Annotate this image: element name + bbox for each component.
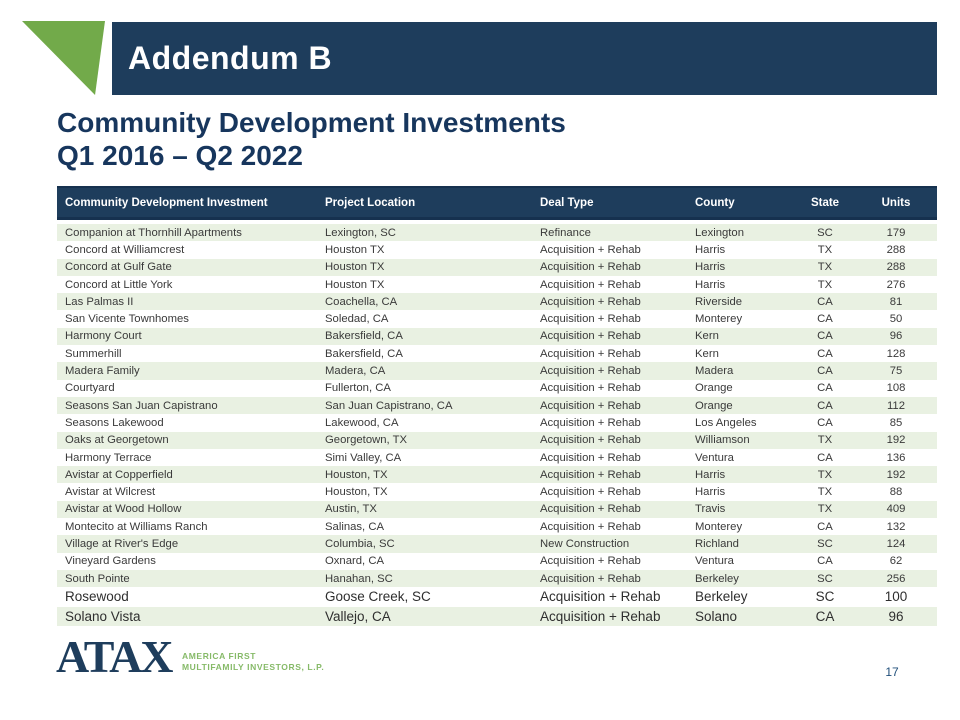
table-cell: CA [817, 555, 833, 568]
table-cell: CA [817, 347, 833, 360]
table-row [57, 466, 937, 483]
table-cell: 136 [886, 451, 906, 464]
column-header: County [695, 196, 735, 209]
table-cell: 62 [889, 555, 903, 568]
table-cell: Houston, TX [325, 468, 388, 481]
table-cell: 409 [886, 503, 906, 516]
table-row [57, 310, 937, 327]
table-row [57, 362, 937, 379]
table-cell: Williamson [695, 434, 750, 447]
table-cell: Acquisition + Rehab [540, 608, 661, 624]
table-row [57, 607, 937, 627]
table-cell: Salinas, CA [325, 520, 385, 533]
table-cell: TX [817, 278, 833, 291]
table-cell: CA [817, 520, 833, 533]
table-cell: CA [817, 365, 833, 378]
table-cell: 288 [886, 243, 906, 256]
table-cell: Acquisition + Rehab [540, 468, 641, 481]
table-cell: Harris [695, 486, 726, 499]
table-cell: 50 [889, 313, 903, 326]
table-cell: Madera [695, 365, 734, 378]
table-cell: Acquisition + Rehab [540, 399, 641, 412]
table-cell: Acquisition + Rehab [540, 295, 641, 308]
page-title [57, 106, 566, 172]
table-cell: Simi Valley, CA [325, 451, 402, 464]
table-cell: Harmony Terrace [65, 451, 152, 464]
table-cell: Monterey [695, 520, 743, 533]
table-cell: CA [817, 416, 833, 429]
table-cell: Harris [695, 278, 726, 291]
table-cell: Companion at Thornhill Apartments [65, 226, 242, 239]
table-cell: Acquisition + Rehab [540, 520, 641, 533]
table-cell: TX [817, 503, 833, 516]
table-cell: Acquisition + Rehab [540, 365, 641, 378]
table-cell: Acquisition + Rehab [540, 261, 641, 274]
table-cell: Refinance [540, 226, 591, 239]
table-cell: 81 [889, 295, 903, 308]
table-cell: Acquisition + Rehab [540, 486, 641, 499]
page-title-line1: Community Development Investments [57, 107, 566, 138]
table-cell: Kern [695, 347, 719, 360]
table-cell: Austin, TX [325, 503, 377, 516]
table-cell: Rosewood [65, 589, 129, 605]
table-cell: Seasons Lakewood [65, 416, 164, 429]
table-cell: Solano [695, 608, 738, 624]
table-cell: Madera, CA [325, 365, 386, 378]
table-cell: Acquisition + Rehab [540, 589, 661, 605]
table-cell: Oaks at Georgetown [65, 434, 169, 447]
table-cell: Harris [695, 243, 726, 256]
table-cell: 124 [886, 537, 906, 550]
table-cell: SC [817, 537, 833, 550]
table-cell: Vineyard Gardens [65, 555, 156, 568]
table-cell: Madera Family [65, 365, 140, 378]
table-cell: Concord at Gulf Gate [65, 261, 172, 274]
table-row [57, 501, 937, 518]
table-cell: Concord at Little York [65, 278, 173, 291]
table-cell: Columbia, SC [325, 537, 395, 550]
banner-title: Addendum B [128, 40, 333, 76]
table-cell: 288 [886, 261, 906, 274]
table-cell: Travis [695, 503, 726, 516]
table-cell: 96 [888, 608, 904, 624]
table-cell: 132 [886, 520, 906, 533]
table-cell: CA [817, 330, 833, 343]
table-cell: Acquisition + Rehab [540, 243, 641, 256]
table-cell: Lakewood, CA [325, 416, 399, 429]
table-row [57, 328, 937, 345]
table-cell: SC [817, 226, 833, 239]
table-row [57, 259, 937, 276]
column-header: Project Location [325, 196, 416, 209]
table-cell: Orange [695, 399, 733, 412]
table-cell: Goose Creek, SC [325, 589, 431, 605]
table-cell: 85 [889, 416, 903, 429]
table-cell: Acquisition + Rehab [540, 313, 641, 326]
table-cell: Richland [695, 537, 739, 550]
table-cell: South Pointe [65, 572, 130, 585]
table-cell: Village at River's Edge [65, 537, 179, 550]
table-cell: Avistar at Copperfield [65, 468, 173, 481]
table-cell: Acquisition + Rehab [540, 382, 641, 395]
table-cell: CA [817, 295, 833, 308]
table-cell: SC [817, 572, 833, 585]
table-cell: Berkeley [695, 589, 748, 605]
table-cell: Orange [695, 382, 733, 395]
table-row [57, 483, 937, 500]
table-cell: 108 [886, 382, 906, 395]
table-cell: Concord at Williamcrest [65, 243, 185, 256]
table-row [57, 570, 937, 587]
table-cell: Summerhill [65, 347, 122, 360]
table-cell: TX [817, 468, 833, 481]
table-row [57, 535, 937, 552]
table-cell: Berkeley [695, 572, 739, 585]
atax-logo-tagline [182, 651, 324, 673]
table-cell: 128 [886, 347, 906, 360]
table-cell: Ventura [695, 555, 734, 568]
page-number: 17 [885, 665, 899, 679]
table-cell: Houston TX [325, 243, 385, 256]
table-cell: San Vicente Townhomes [65, 313, 189, 326]
column-header: Community Development Investment [65, 196, 268, 209]
table-row [57, 345, 937, 362]
table-cell: CA [817, 399, 833, 412]
table-cell: 88 [889, 486, 903, 499]
atax-tagline-line2: MULTIFAMILY INVESTORS, L.P. [182, 662, 325, 672]
table-cell: Houston TX [325, 261, 385, 274]
table-cell: Seasons San Juan Capistrano [65, 399, 218, 412]
table-cell: Courtyard [65, 382, 115, 395]
table-cell: 192 [886, 434, 906, 447]
investments-table [57, 186, 937, 626]
table-cell: Soledad, CA [325, 313, 389, 326]
column-header: State [810, 196, 840, 209]
table-row [57, 432, 937, 449]
atax-tagline-line1: AMERICA FIRST [182, 651, 257, 661]
table-cell: Acquisition + Rehab [540, 416, 641, 429]
table-cell: Lexington, SC [325, 226, 396, 239]
header-banner [112, 22, 937, 95]
table-cell: Monterey [695, 313, 743, 326]
table-row [57, 241, 937, 258]
investments-table-body [57, 224, 937, 626]
table-cell: Bakersfield, CA [325, 347, 403, 360]
table-cell: Montecito at Williams Ranch [65, 520, 208, 533]
table-cell: CA [815, 608, 835, 624]
table-cell: Solano Vista [65, 608, 141, 624]
table-cell: 96 [889, 330, 903, 343]
table-cell: 112 [886, 399, 905, 412]
table-cell: New Construction [540, 537, 630, 550]
table-row [57, 397, 937, 414]
table-cell: Oxnard, CA [325, 555, 385, 568]
table-cell: Harris [695, 468, 726, 481]
table-cell: CA [817, 451, 833, 464]
table-cell: Riverside [695, 295, 743, 308]
table-cell: Houston TX [325, 278, 385, 291]
table-cell: TX [817, 261, 833, 274]
table-cell: Acquisition + Rehab [540, 503, 641, 516]
table-cell: 75 [889, 365, 903, 378]
table-cell: TX [817, 243, 833, 256]
table-row [57, 553, 937, 570]
page-title-line2: Q1 2016 – Q2 2022 [57, 140, 303, 171]
table-cell: Vallejo, CA [325, 608, 391, 624]
table-cell: Harris [695, 261, 726, 274]
investments-table-header [57, 186, 937, 220]
table-cell: Acquisition + Rehab [540, 451, 641, 464]
table-row [57, 587, 937, 607]
table-row [57, 380, 937, 397]
column-header: Units [881, 196, 911, 209]
table-cell: 100 [884, 589, 908, 605]
table-cell: Avistar at Wilcrest [65, 486, 156, 499]
table-cell: Harmony Court [65, 330, 142, 343]
table-cell: CA [817, 313, 833, 326]
table-cell: 192 [886, 468, 906, 481]
table-cell: Lexington [695, 226, 744, 239]
table-cell: Acquisition + Rehab [540, 434, 641, 447]
table-row [57, 449, 937, 466]
table-cell: Acquisition + Rehab [540, 347, 641, 360]
table-cell: Coachella, CA [325, 295, 398, 308]
table-cell: Fullerton, CA [325, 382, 391, 395]
table-cell: 256 [886, 572, 906, 585]
table-cell: Acquisition + Rehab [540, 278, 641, 291]
atax-logo: ATAX [56, 631, 172, 682]
column-header: Deal Type [540, 196, 594, 209]
table-row [57, 276, 937, 293]
green-triangle-decoration [22, 21, 105, 95]
table-cell: Bakersfield, CA [325, 330, 403, 343]
table-cell: Hanahan, SC [325, 572, 393, 585]
table-cell: Acquisition + Rehab [540, 572, 641, 585]
table-cell: Houston, TX [325, 486, 388, 499]
table-row [57, 293, 937, 310]
table-row [57, 518, 937, 535]
table-row [57, 224, 937, 241]
table-cell: Kern [695, 330, 719, 343]
table-cell: Ventura [695, 451, 734, 464]
table-cell: Las Palmas II [65, 295, 134, 308]
table-cell: San Juan Capistrano, CA [325, 399, 453, 412]
table-cell: Avistar at Wood Hollow [65, 503, 182, 516]
table-cell: CA [817, 382, 833, 395]
table-row [57, 414, 937, 431]
table-cell: SC [815, 589, 835, 605]
table-cell: Georgetown, TX [325, 434, 408, 447]
table-cell: 179 [886, 226, 906, 239]
table-cell: TX [817, 486, 833, 499]
table-cell: Los Angeles [695, 416, 757, 429]
table-cell: 276 [886, 278, 906, 291]
table-cell: Acquisition + Rehab [540, 555, 641, 568]
table-cell: Acquisition + Rehab [540, 330, 641, 343]
table-cell: TX [817, 434, 833, 447]
